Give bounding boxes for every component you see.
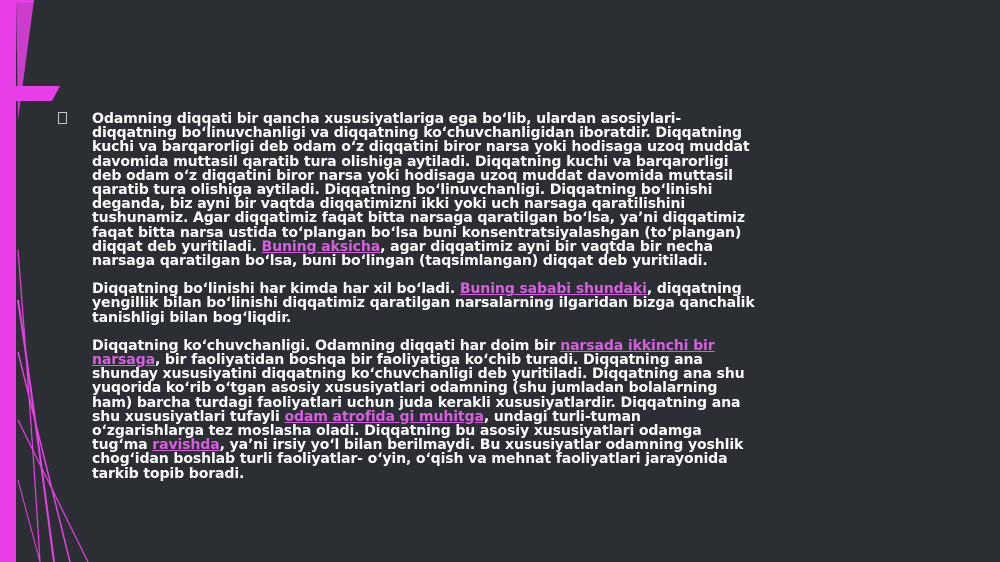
text-run: Diqqatning bo‘linishi har kimda har xil bo‘ladi. <box>92 281 460 298</box>
accent-line <box>18 250 40 562</box>
paragraph-2 <box>92 282 756 325</box>
accent-wedge <box>16 0 34 120</box>
text-run: , diqqatning yengillik bilan bo‘linishi diqqatimiz qaratilgan narsalarning ilgaridan bizga qanchalik tanishligi bilan bog‘liqdir. <box>92 281 755 326</box>
accent-line <box>18 352 70 562</box>
paragraph-1 <box>92 112 756 268</box>
link-buning-aksicha[interactable]: Buning aksicha <box>261 238 381 255</box>
accent-line <box>18 480 40 562</box>
text-run: , agar diqqatimiz ayni bir vaqtda bir necha narsaga qaratilgan bo‘lsa, buni bo‘lingan (taqsimlangan) diqqat deb yuritiladi. <box>92 238 713 270</box>
accent-horizontal-bar <box>0 86 60 101</box>
bullet-icon <box>58 112 67 124</box>
content-body <box>92 112 756 495</box>
link-odam-atrofida[interactable]: odam atrofida gi muhitga <box>284 408 484 425</box>
text-run: Diqqatning ko‘chuvchanligi. Odamning diqqati har doim bir <box>92 337 561 354</box>
text-run: , undagi turli-tuman o‘zgarishlarga tez moslasha oladi. Diqqatning bu asosiy xususiyatlari odamga tug‘ma <box>92 408 702 454</box>
text-run: , bir faoliyatidan boshqa bir faoliyatiga ko‘chib turadi. Diqqatning ana shunday xususiyatini diqqatning ko‘chuvchanligi deb yuritiladi. Diqqatning ana shu yuqorida ko‘rib o‘tgan asosiy xususiyatlari odamning (shu jumladan bolalarning ham) barcha turdagi faoliyatlari uchun juda kerakli xususiyatlardir. Diqqatning ana shu xususiyatlari tufayli <box>92 352 745 425</box>
accent-vertical-bar <box>0 0 16 562</box>
text-run: , ya’ni irsiy yo‘l bilan berilmaydi. Bu xususiyatlar odamning yoshlik chog‘idan boshlab turli faoliyatlar- o‘yin, o‘qish va mehnat faoliyatlari jarayonida tarkib topib boradi. <box>92 437 744 482</box>
link-ravishda[interactable]: ravishda <box>152 437 220 454</box>
paragraph-3 <box>92 339 756 481</box>
link-buning-sababi-shundaki[interactable]: Buning sababi shundaki <box>459 281 647 298</box>
text-run: Odamning diqqati bir qancha xususiyatlariga ega bo‘lib, ulardan asosiylari-diqqatning bo‘linuvchanligi va diqqatning ko‘chuvchanligidan iboratdir. Diqqatning kuchi va barqarorligi deb odam o‘z diqqatini biror narsa yoki hodisaga uzoq muddat davomida muttasil qaratib tura olishiga aytiladi. Diqqatning kuchi va barqarorligi deb odam o‘z diqqatini biror narsa yoki hodisaga uzoq muddat davomida muttasil qaratib tura olishiga aytiladi. Diqqatning bo‘linuvchanligi. Diqqatning bo‘linishi deganda, biz ayni bir vaqtda diqqatimizni ikki yoki uch narsaga qaratilishini tushunamiz. Agar diqqatimiz faqat bitta narsaga qaratilgan bo‘lsa, ya’ni diqqatimiz faqat bitta narsa ustida to‘plangan bo‘lsa buni konsentratsiyalashgan (to‘plangan) diqqat deb yuritiladi. <box>92 111 750 255</box>
accent-line <box>18 420 88 562</box>
link-narsada-ikkinchi[interactable]: narsada ikkinchi bir narsaga <box>92 337 715 369</box>
